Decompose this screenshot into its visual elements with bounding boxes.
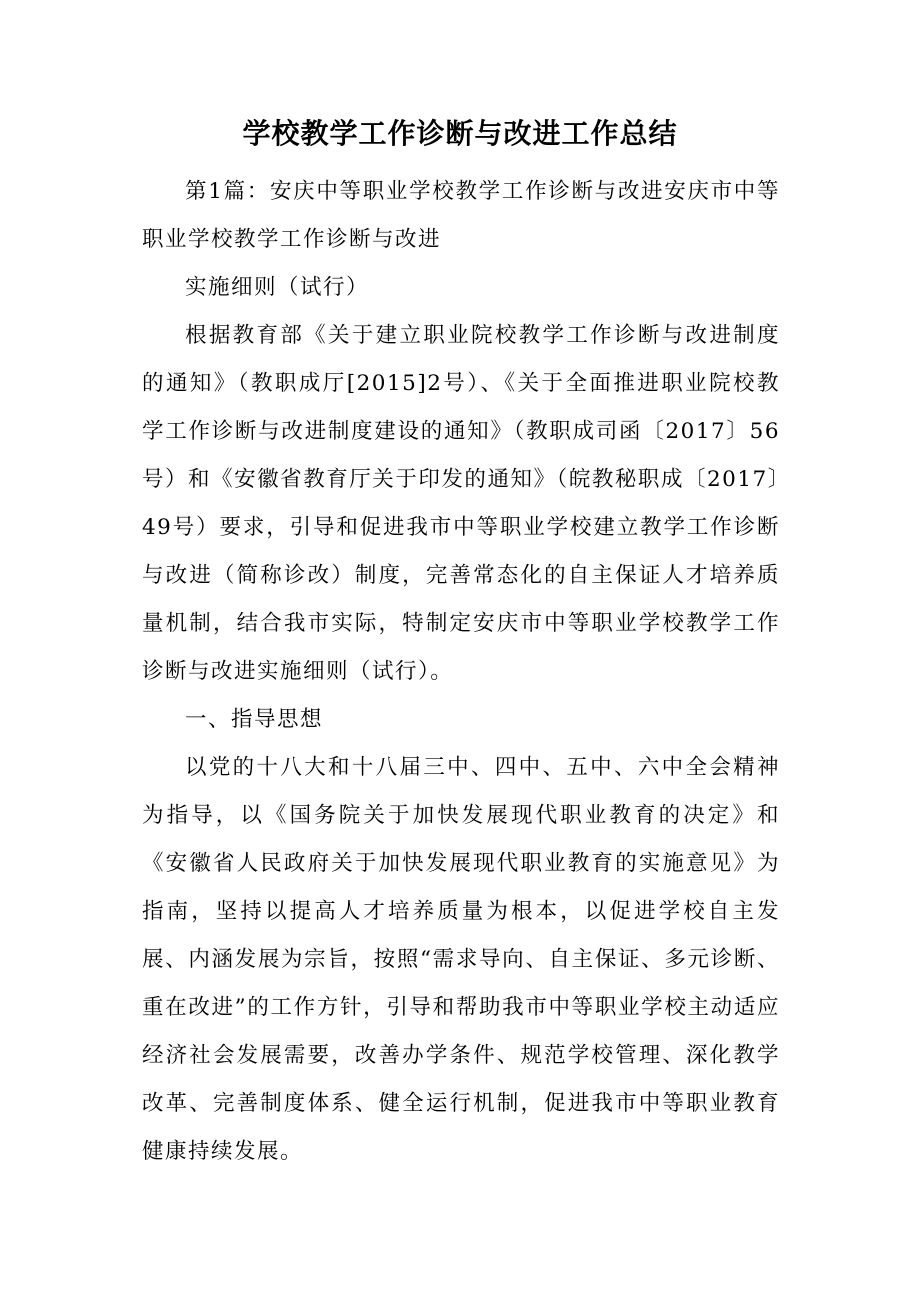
paragraph-part-heading: 第1篇：安庆中等职业学校教学工作诊断与改进安庆市中等职业学校教学工作诊断与改进: [142, 179, 780, 252]
section-heading-guiding-ideology: 一、指导思想: [185, 707, 324, 732]
document-body: [142, 168, 780, 1176]
paragraph-guiding-ideology: 以党的十八大和十八届三中、四中、五中、六中全会精神为指导，以《国务院关于加快发展现代职业教育的决定》和《安徽省人民政府关于加快发展现代职业教育的实施意见》为指南，坚持以提高人才培养质量为根本，以促进学校自主发展、内涵发展为宗旨，按照“需求导向、自主保证、多元诊断、重在改进”的工作方针，引导和帮助我市中等职业学校主动适应经济社会发展需要，改善办学条件、规范学校管理、深化教学改革、完善制度体系、健全运行机制，促进我市中等职业教育健康持续发展。: [142, 755, 780, 1164]
document-title: 学校教学工作诊断与改进工作总结: [242, 117, 678, 150]
paragraph-basis: 根据教育部《关于建立职业院校教学工作诊断与改进制度的通知》（教职成厅[2015]2号）、《关于全面推进职业院校教学工作诊断与改进制度建设的通知》（教职成司函〔2017〕56号）和《安徽省教育厅关于印发的通知》（皖教秘职成〔2017〕49号）要求，引导和促进我市中等职业学校建立教学工作诊断与改进（简称诊改）制度，完善常态化的自主保证人才培养质量机制，结合我市实际，特制定安庆市中等职业学校教学工作诊断与改进实施细则（试行）。: [142, 323, 780, 684]
paragraph-subtitle: 实施细则（试行）: [185, 275, 370, 300]
